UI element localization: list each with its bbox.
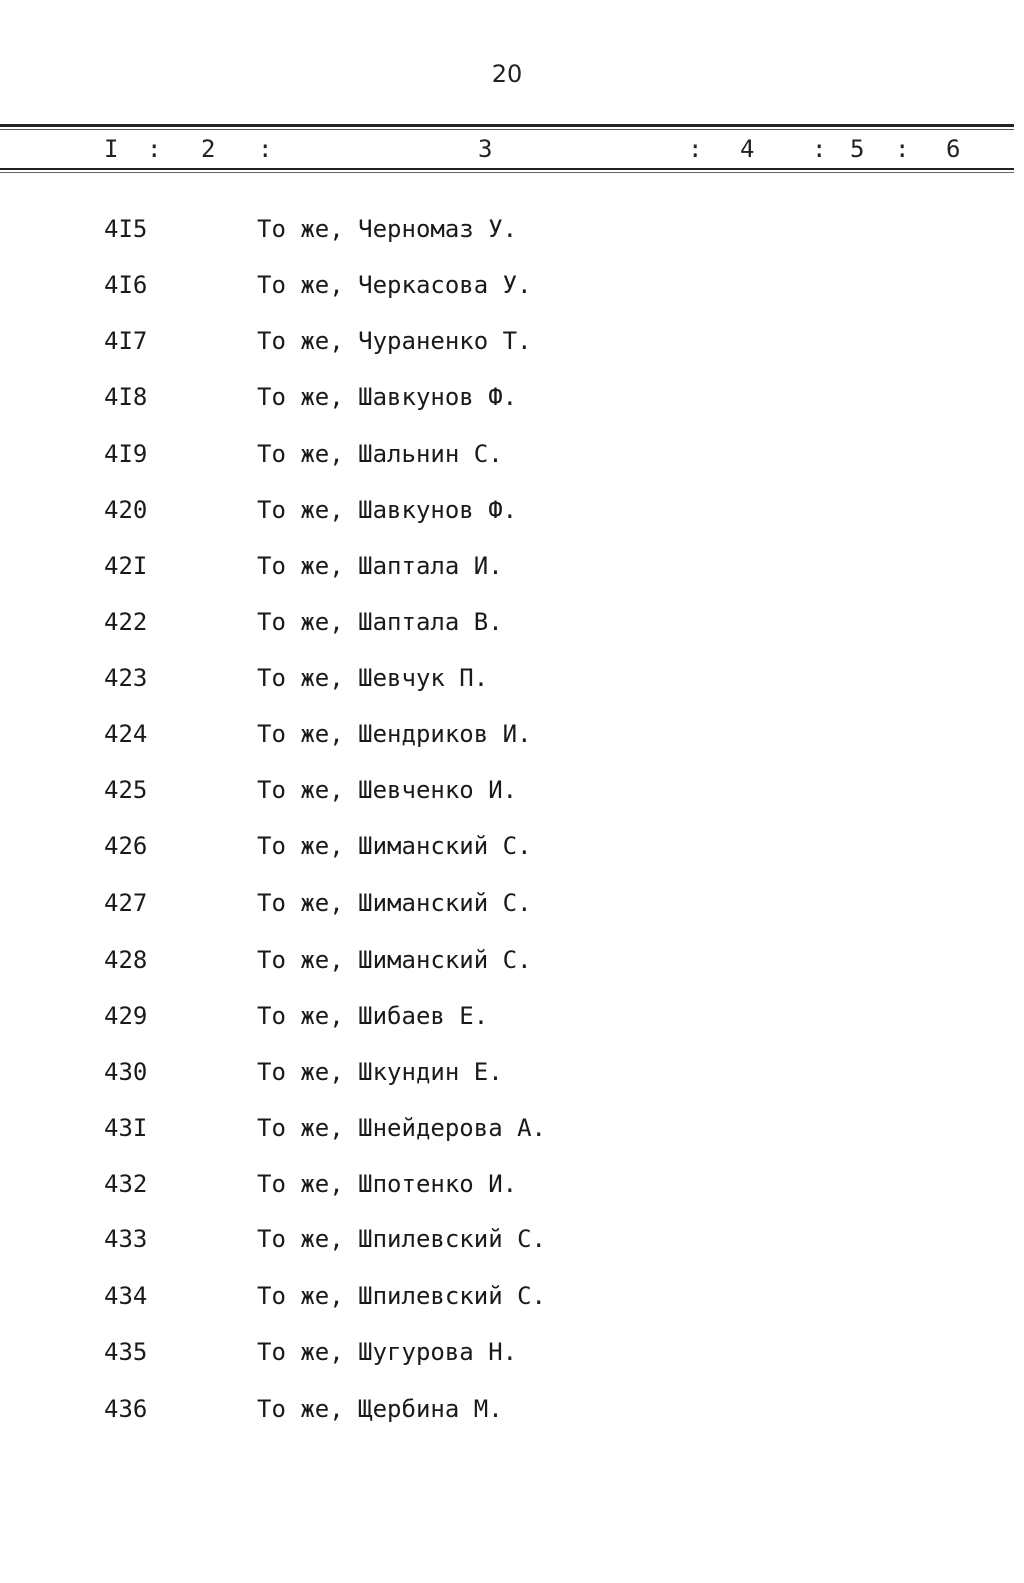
column-header-2: 2: [201, 135, 216, 163]
column-separator: :: [688, 135, 703, 163]
record-text: То же, Шибаев Е.: [257, 1002, 489, 1030]
record-number: 4I9: [104, 440, 148, 468]
list-item: [0, 265, 1014, 305]
record-text: То же, Черкасова У.: [257, 271, 532, 299]
record-number: 434: [104, 1282, 148, 1310]
list-item: [0, 1389, 1014, 1429]
record-text: То же, Шпилевский С.: [257, 1225, 546, 1253]
list-item: [0, 1108, 1014, 1148]
list-item: [0, 770, 1014, 810]
record-number: 435: [104, 1338, 148, 1366]
record-number: 430: [104, 1058, 148, 1086]
record-number: 428: [104, 946, 148, 974]
list-item: [0, 1164, 1014, 1204]
list-item: [0, 883, 1014, 923]
record-text: То же, Щербина М.: [257, 1395, 503, 1423]
column-header-1: I: [104, 135, 119, 163]
header-bottom-rule: [0, 168, 1014, 170]
column-header-4: 4: [740, 135, 755, 163]
record-text: То же, Шпилевский С.: [257, 1282, 546, 1310]
column-separator: :: [258, 135, 273, 163]
list-item: [0, 1219, 1014, 1259]
list-item: [0, 826, 1014, 866]
record-number: 42I: [104, 552, 148, 580]
list-item: [0, 377, 1014, 417]
column-separator: :: [895, 135, 910, 163]
record-text: То же, Черномаз У.: [257, 215, 518, 243]
header-top-rule-thin: [0, 129, 1014, 130]
list-item: [0, 714, 1014, 754]
record-text: То же, Шаптала И.: [257, 552, 503, 580]
record-text: То же, Шиманский С.: [257, 832, 532, 860]
record-text: То же, Шевчук П.: [257, 664, 489, 692]
page-number: 20: [491, 60, 523, 88]
record-number: 422: [104, 608, 148, 636]
list-item: [0, 1332, 1014, 1372]
record-number: 432: [104, 1170, 148, 1198]
column-header-3: 3: [478, 135, 493, 163]
record-number: 424: [104, 720, 148, 748]
list-item: [0, 940, 1014, 980]
record-text: То же, Шевченко И.: [257, 776, 518, 804]
header-bottom-rule-thin: [0, 172, 1014, 173]
record-number: 4I6: [104, 271, 148, 299]
record-text: То же, Шнейдерова А.: [257, 1114, 546, 1142]
record-number: 423: [104, 664, 148, 692]
record-text: То же, Шугурова Н.: [257, 1338, 518, 1366]
record-text: То же, Шендриков И.: [257, 720, 532, 748]
record-number: 436: [104, 1395, 148, 1423]
list-item: [0, 434, 1014, 474]
record-number: 4I8: [104, 383, 148, 411]
list-item: [0, 996, 1014, 1036]
list-item: [0, 546, 1014, 586]
record-number: 426: [104, 832, 148, 860]
record-number: 4I5: [104, 215, 148, 243]
record-text: То же, Шаптала В.: [257, 608, 503, 636]
record-number: 429: [104, 1002, 148, 1030]
record-text: То же, Шиманский С.: [257, 889, 532, 917]
record-number: 4I7: [104, 327, 148, 355]
list-item: [0, 490, 1014, 530]
record-number: 420: [104, 496, 148, 524]
list-item: [0, 1052, 1014, 1092]
record-text: То же, Шпотенко И.: [257, 1170, 518, 1198]
record-number: 43I: [104, 1114, 148, 1142]
record-text: То же, Шальнин С.: [257, 440, 503, 468]
record-text: То же, Шавкунов Ф.: [257, 496, 518, 524]
column-separator: :: [147, 135, 162, 163]
record-number: 433: [104, 1225, 148, 1253]
record-number: 425: [104, 776, 148, 804]
list-item: [0, 602, 1014, 642]
record-text: То же, Чураненко Т.: [257, 327, 532, 355]
record-text: То же, Шавкунов Ф.: [257, 383, 518, 411]
column-header-5: 5: [850, 135, 865, 163]
record-text: То же, Шкундин Е.: [257, 1058, 503, 1086]
list-item: [0, 658, 1014, 698]
column-header-6: 6: [946, 135, 961, 163]
record-number: 427: [104, 889, 148, 917]
list-item: [0, 209, 1014, 249]
list-item: [0, 321, 1014, 361]
list-item: [0, 1276, 1014, 1316]
record-text: То же, Шиманский С.: [257, 946, 532, 974]
header-top-rule: [0, 124, 1014, 127]
column-separator: :: [812, 135, 827, 163]
